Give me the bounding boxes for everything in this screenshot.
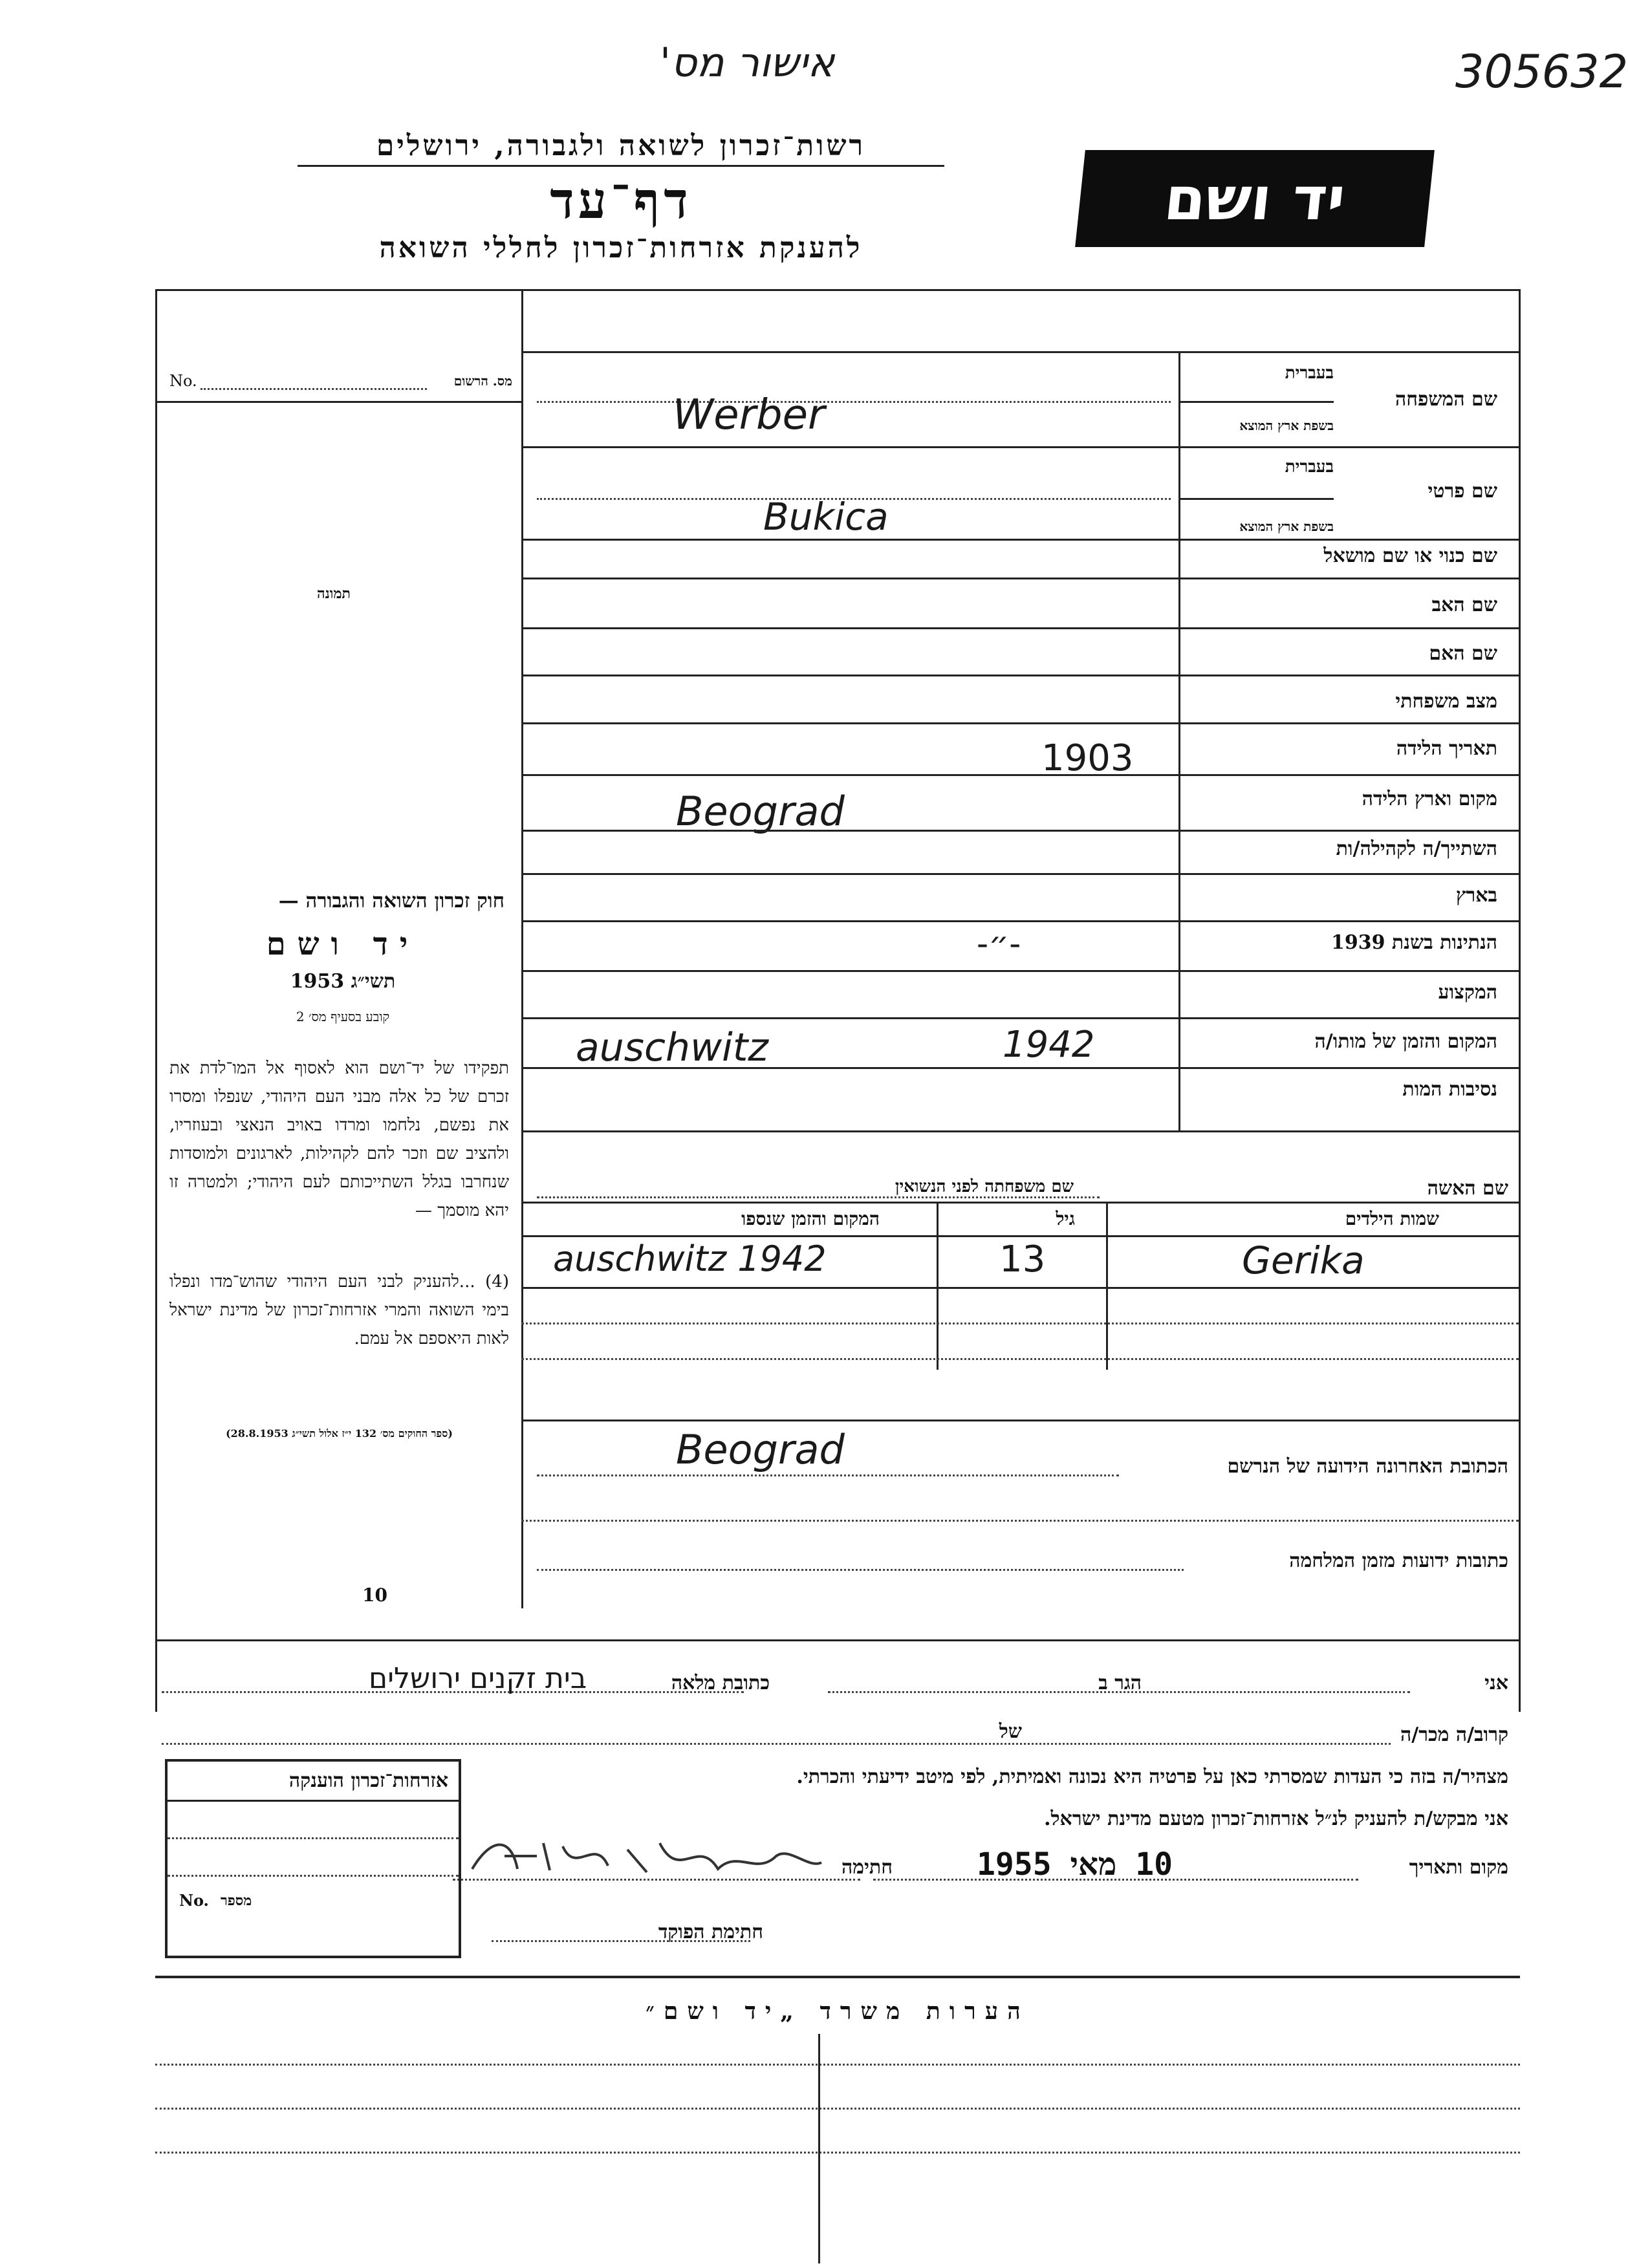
wartime-address-label: כתובות ידועות מזמן המלחמה — [1289, 1550, 1508, 1572]
row-line — [521, 578, 1519, 579]
wife-label: שם האשה — [1427, 1177, 1508, 1200]
birth-date-value: 1903 — [1041, 737, 1134, 779]
row-line — [1178, 401, 1334, 403]
relation-label: קרוב/ה מכר/ה — [1400, 1723, 1508, 1746]
form-subtitle: להענקת אזרחות־זכרון לחללי השואה — [379, 232, 863, 265]
citizenship-box-no-label: No. — [179, 1891, 209, 1910]
declarant-prefix: אני — [1484, 1672, 1508, 1694]
row-line — [1178, 498, 1334, 500]
section-line — [155, 1639, 1520, 1641]
row-line — [521, 539, 1519, 541]
citizenship-box-no-hebrew: מספר — [221, 1892, 252, 1909]
row-dotted — [537, 1569, 1184, 1571]
mother-label: שם האם — [1429, 642, 1497, 665]
death-year-value: 1942 — [1003, 1024, 1095, 1066]
community-label: השתייך/ה לקהילה/ות — [1336, 837, 1497, 860]
office-notes-divider — [818, 2034, 820, 2263]
yad-vashem-logo — [1075, 150, 1435, 247]
photo-label: תמונה — [317, 585, 351, 602]
last-address-value: Beograd — [676, 1426, 845, 1473]
row-line — [521, 446, 1519, 448]
reg-no-divider — [155, 401, 521, 403]
children-place-header: המקום והזמן שנספו — [741, 1208, 880, 1229]
office-notes-title: הערות משרד „יד ושם״ — [646, 1998, 1030, 2025]
row-line — [521, 920, 1519, 922]
row-dotted — [521, 1520, 1519, 1522]
surname-origin-label: בשפת ארץ המוצא — [1239, 418, 1334, 433]
children-names-header: שמות הילדים — [1345, 1208, 1439, 1229]
approval-note: אישור מס' — [660, 39, 835, 86]
logo-text: יד ושם — [1161, 164, 1349, 233]
row-line — [521, 351, 1519, 353]
row-dotted — [162, 1691, 744, 1693]
row-line — [521, 1202, 1519, 1204]
surname-latin-value: Werber — [673, 391, 825, 439]
marital-status-label: מצב משפחתי — [1395, 690, 1497, 713]
first-name-origin-label: בשפת ארץ המוצא — [1239, 519, 1334, 534]
frame-top — [155, 289, 1520, 291]
first-name-label: שם פרטי — [1427, 480, 1497, 502]
first-name-hebrew-label: בעברית — [1285, 457, 1334, 477]
profession-label: המקצוע — [1438, 981, 1497, 1004]
frame-left — [155, 289, 157, 1712]
law-clause-ref: קובע בסעיף מס׳ 2 — [296, 1009, 390, 1024]
child-place-value: auschwitz 1942 — [553, 1238, 827, 1279]
birth-place-latin-value: Beograd — [676, 788, 845, 835]
row-line — [521, 675, 1519, 676]
reg-no-dotted — [201, 388, 427, 390]
declarant-address-label: כתובת מלאה — [671, 1672, 770, 1694]
row-line — [521, 722, 1519, 724]
death-cause-label: נסיבות המות — [1402, 1078, 1497, 1101]
label-divider — [1178, 351, 1180, 1130]
row-line — [521, 1130, 1519, 1132]
row-line — [521, 1287, 1519, 1289]
wife-dotted — [537, 1196, 1100, 1198]
row-line — [521, 1235, 1519, 1237]
form-title: דף־עד — [550, 171, 692, 230]
nickname-label: שם כנוי או שם מושאל — [1323, 545, 1497, 567]
authority-name: רשות־זכרון לשואה ולגבורה, ירושלים — [298, 129, 944, 167]
child-age-value: 13 — [999, 1238, 1046, 1280]
law-title: חוק זכרון השואה והגבורה — — [278, 889, 505, 913]
citizenship-1939-label: הנתינות בשנת 1939 — [1330, 931, 1497, 954]
death-place-latin-value: auschwitz — [576, 1025, 768, 1070]
law-name: יד ושם — [266, 926, 420, 962]
row-dotted — [521, 1323, 1519, 1324]
row-dotted — [162, 1743, 1391, 1745]
frame-right — [1519, 289, 1521, 1712]
row-line — [521, 774, 1519, 776]
row-dotted — [521, 1358, 1519, 1360]
place-date-label: מקום ותאריך — [1409, 1856, 1508, 1879]
birth-place-label: מקום וארץ הלידה — [1362, 788, 1497, 810]
relation-of-label: של — [999, 1720, 1022, 1743]
citizenship-box-title: אזרחות־זכרון הוענקה — [168, 1762, 459, 1802]
surname-hebrew-label: בעברית — [1285, 363, 1334, 383]
reference-number: 305632 — [1455, 45, 1628, 98]
citizenship-1939-value: -״- — [977, 925, 1021, 962]
declarant-resident-label: הגר ב — [1098, 1672, 1142, 1694]
declarant-address-value: בית זקנים ירושלים — [369, 1662, 587, 1695]
stamp-number: 10 — [362, 1584, 387, 1606]
row-dotted — [537, 1474, 1119, 1476]
father-label: שם האב — [1431, 594, 1497, 616]
row-line — [521, 1420, 1519, 1421]
child-name-value: Gerika — [1242, 1238, 1365, 1282]
row-line — [521, 627, 1519, 629]
signature-label: חתימה — [841, 1856, 893, 1879]
reg-hebrew-label: מס. הרשום — [453, 373, 512, 389]
row-line — [521, 873, 1519, 875]
birth-date-label: תאריך הלידה — [1396, 737, 1497, 760]
row-line — [521, 830, 1519, 832]
office-notes-box — [155, 1976, 1520, 2263]
children-col-divider — [937, 1202, 939, 1370]
row-line — [521, 970, 1519, 972]
row-line — [521, 1017, 1519, 1019]
law-source: (ספר החוקים מס׳ 132 י״ז אלול תשי״ג 28.8.1953) — [226, 1427, 453, 1440]
children-col-divider — [1106, 1202, 1108, 1370]
law-text-1: תפקידו של יד־ושם הוא לאסוף אל המו־לדת את זכרם של כל אלה מבני העם היהודי, שנפלו ומסרו את נפשם, נלחמו ומרדו באויב הנאצי ובעוזריו, ולהציב שם וזכר להם לקהילות, לארגונים ולמוסדות שנחרבו בגלל השתייכותם לעם היהודי; ולמטרה זו יהא מוסמך — — [169, 1059, 509, 1220]
request-text: אני מבקש/ת להעניק לנ״ל אזרחות־זכרון מטעם מדינת ישראל. — [1044, 1808, 1508, 1830]
law-year: תשי״ג 1953 — [290, 970, 396, 993]
surname-label: שם המשפחה — [1395, 388, 1497, 411]
row-dotted — [492, 1940, 750, 1942]
official-signature-label: חתימת הפוקד — [658, 1921, 763, 1943]
law-text-2: (4) ...להעניק לבני העם היהודי שהוש־מדו ונפלו בימי השואה והמרי אזרחות־זכרון של מדינת ישראל לאות היאספם אל עמם. — [169, 1272, 509, 1348]
reg-no-label: No. — [169, 372, 197, 390]
row-dotted — [537, 401, 1171, 403]
death-place-label: המקום והזמן של מותו/ה — [1314, 1030, 1497, 1053]
declaration-text: מצהיר/ה בזה כי העדות שמסרתי כאן על פרטיה היא נכונה ואמיתית, לפי מיטב ידיעתי והכרתי. — [796, 1766, 1508, 1788]
wife-maiden-label: שם משפחתה לפני הנשואין — [895, 1177, 1074, 1196]
first-name-latin-value: Bukica — [763, 495, 889, 539]
row-line — [521, 1067, 1519, 1069]
children-age-header: גיל — [1056, 1208, 1075, 1229]
row-dotted — [873, 1879, 1358, 1881]
declarant-signature — [466, 1830, 828, 1882]
last-address-label: הכתובת האחרונה הידועה של הנרשם — [1227, 1455, 1508, 1478]
country-label: בארץ — [1455, 884, 1497, 907]
left-column-divider — [521, 289, 523, 1608]
date-stamp: 10 מאי 1955 — [977, 1846, 1173, 1883]
citizenship-granted-box — [165, 1759, 461, 1958]
